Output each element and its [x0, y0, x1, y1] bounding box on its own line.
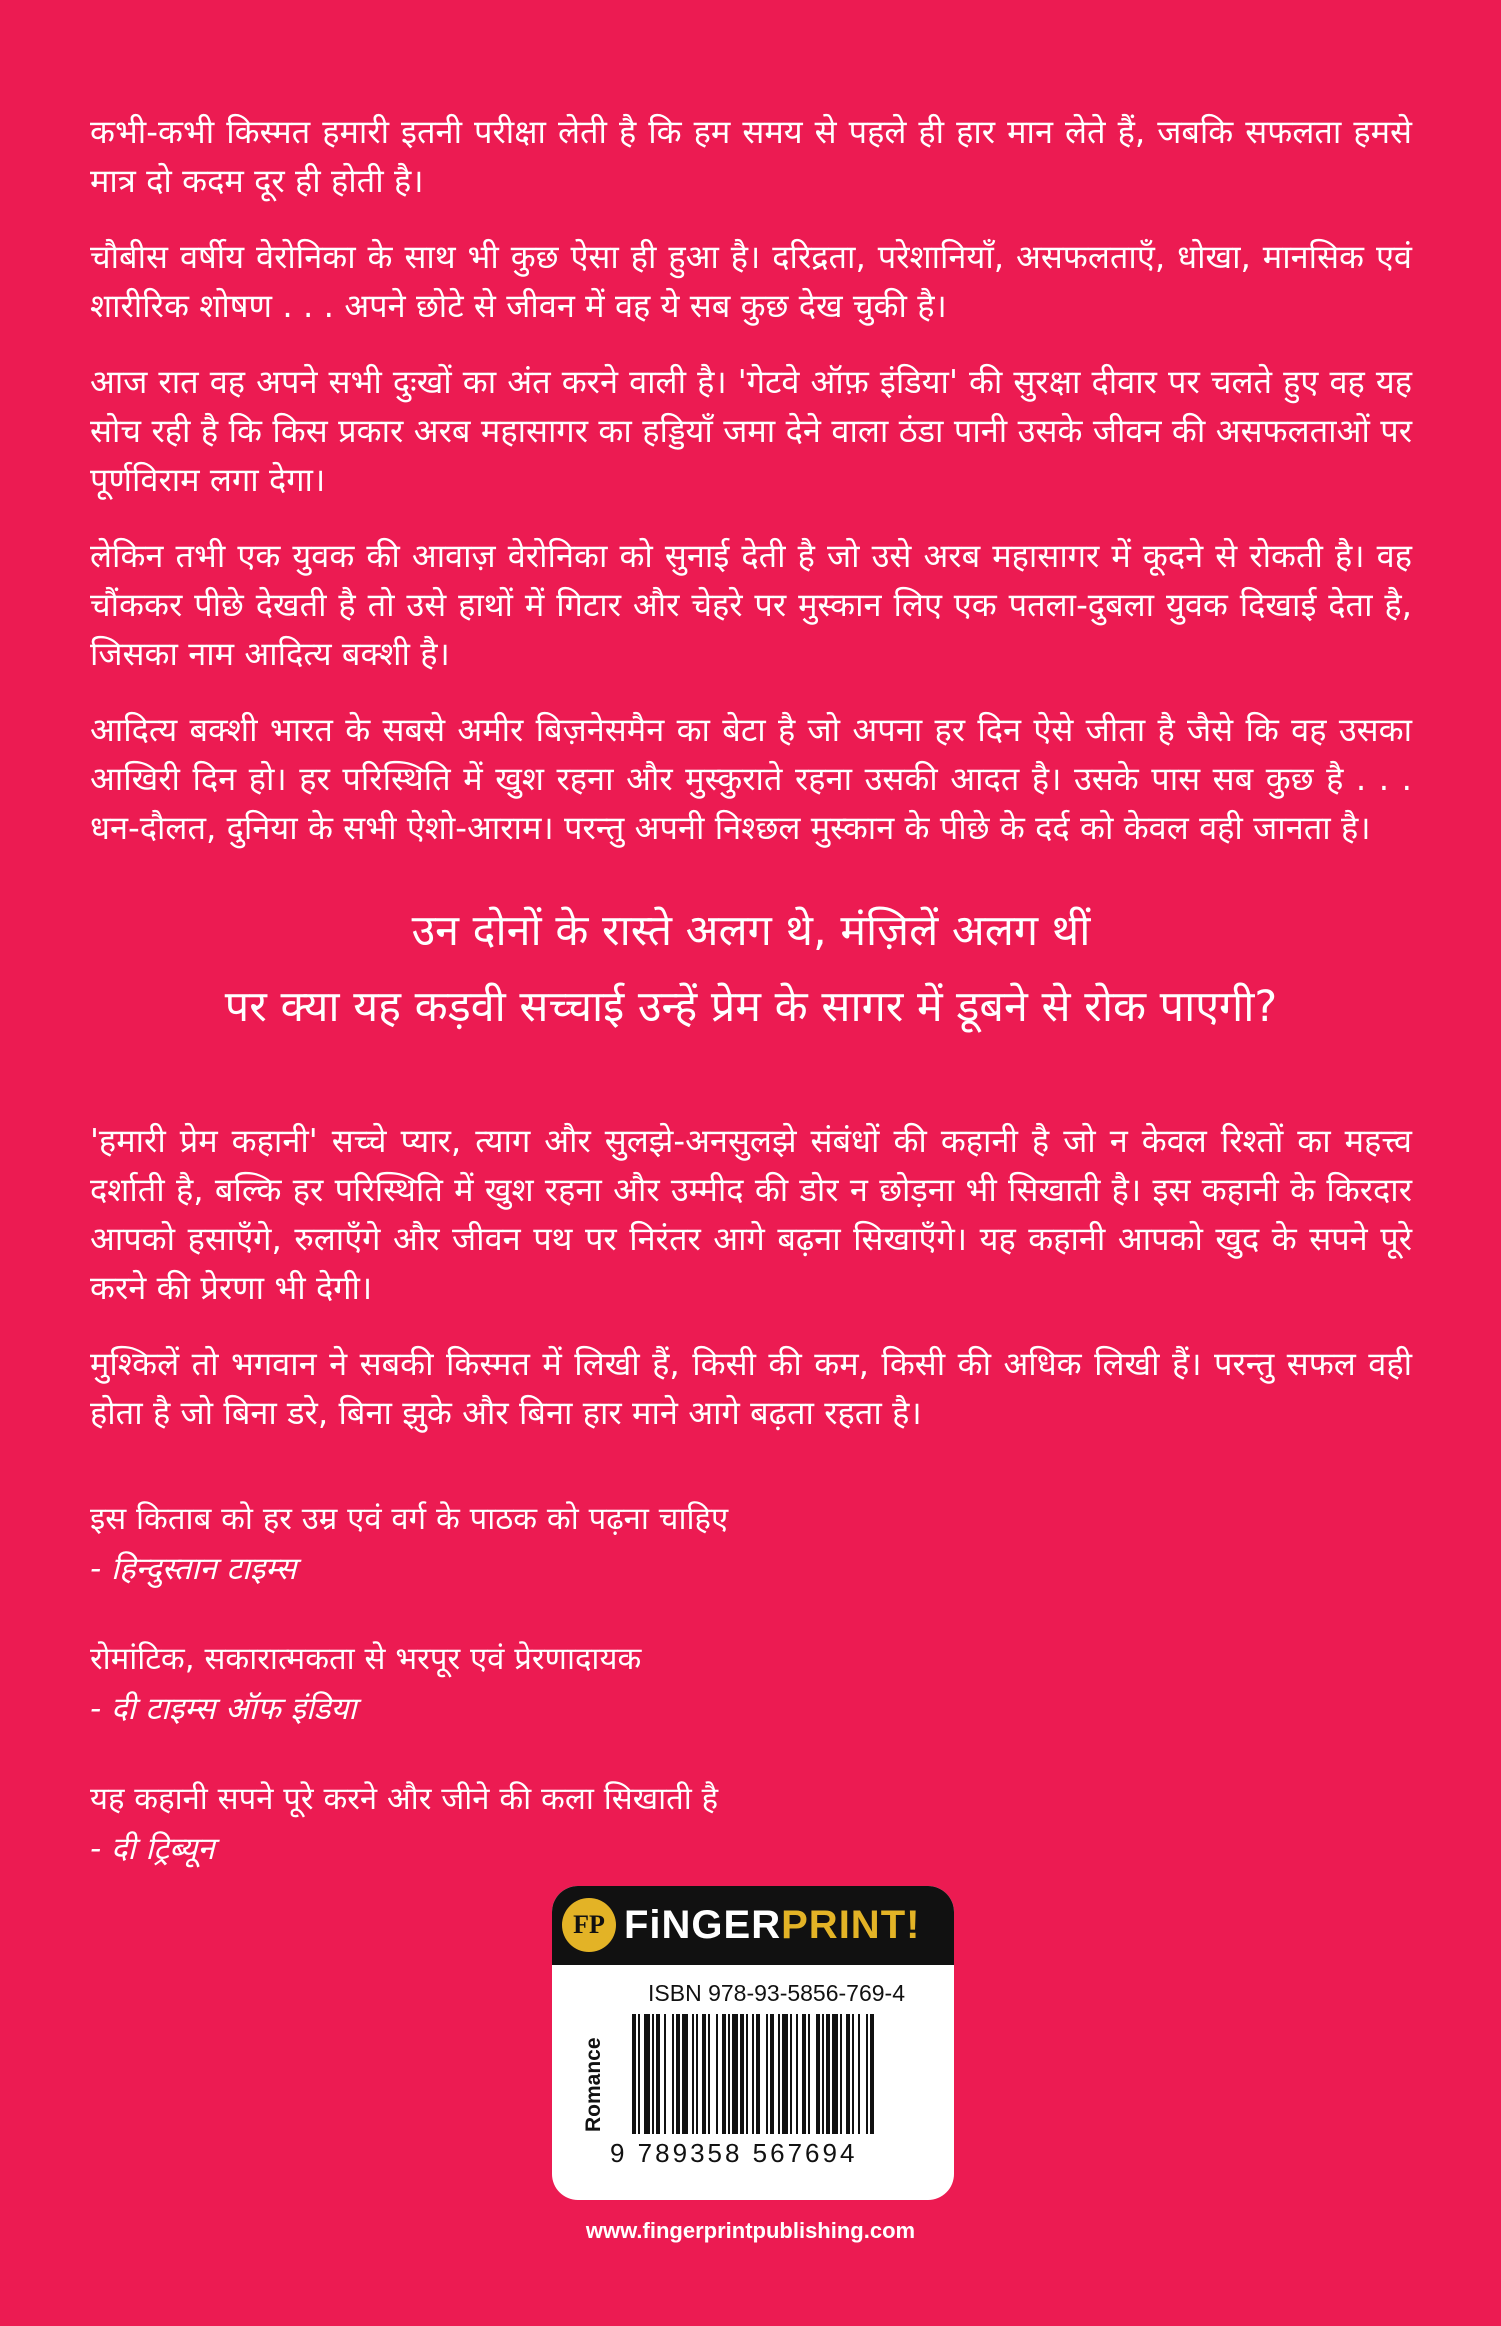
tagline-line-1: उन दोनों के रास्ते अलग थे, मंज़िलें अलग थीं — [411, 906, 1091, 956]
review-text: इस किताब को हर उम्र एवं वर्ग के पाठक को पढ़ना चाहिए — [90, 1501, 729, 1537]
blurb-paragraph-7: मुश्किलें तो भगवान ने सबकी किस्मत में लिखी हैं, किसी की कम, किसी की अधिक लिखी हैं। परन्तु सफल वही होता है जो बिना डरे, बिना झुके और बिना हार माने आगे बढ़ता रहता है। — [90, 1345, 1412, 1432]
review-quote-3 — [90, 1774, 1412, 1874]
publisher-brand-bar — [552, 1886, 954, 1965]
isbn-label: ISBN 978-93-5856-769-4 — [648, 1980, 905, 2006]
blurb-paragraph-3: आज रात वह अपने सभी दुःखों का अंत करने वाली है। 'गेटवे ऑफ़ इंडिया' की सुरक्षा दीवार पर चलते हुए वह यह सोच रही है कि किस प्रकार अरब महासागर का हड्डियाँ जमा देने वाला ठंडा पानी उसके जीवन की असफलताओं पर पूर्णविराम लगा देगा। — [90, 363, 1412, 499]
barcode-number: 9 789358 567694 — [610, 2138, 858, 2168]
publisher-name-part-2: PRINT! — [781, 1903, 921, 1947]
review-text: यह कहानी सपने पूरे करने और जीने की कला सिखाती है — [90, 1781, 719, 1817]
publisher-logo-icon: FP — [562, 1898, 616, 1952]
blurb-paragraph-4: लेकिन तभी एक युवक की आवाज़ वेरोनिका को सुनाई देती है जो उसे अरब महासागर में कूदने से रोकती है। वह चौंककर पीछे देखती है तो उसे हाथों में गिटार और चेहरे पर मुस्कान लिए एक पतला-दुबला युवक दिखाई देता है, जिसका नाम आदित्य बक्शी है। — [90, 537, 1412, 673]
review-source: - हिन्दुस्तान टाइम्स — [90, 1551, 297, 1587]
blurb-paragraph-2: चौबीस वर्षीय वेरोनिका के साथ भी कुछ ऐसा ही हुआ है। दरिद्रता, परेशानियाँ, असफलताएँ, धोखा, मानसिक एवं शारीरिक शोषण . . . अपने छोटे से जीवन में वह ये सब कुछ देख चुकी है। — [90, 238, 1412, 325]
review-quote-2 — [90, 1634, 1412, 1734]
genre-label: Romance — [582, 2037, 605, 2132]
review-text: रोमांटिक, सकारात्मकता से भरपूर एवं प्रेरणादायक — [90, 1641, 642, 1677]
publisher-website: www.fingerprintpublishing.com — [585, 2218, 916, 2243]
publisher-name-part-1: FiNGER — [624, 1903, 782, 1947]
tagline — [90, 893, 1412, 1045]
barcode-card — [552, 1886, 954, 2200]
back-cover-text — [90, 108, 1412, 1914]
tagline-line-2: पर क्या यह कड़वी सच्चाई उन्हें प्रेम के सागर में डूबने से रोक पाएगी? — [224, 982, 1278, 1032]
blurb-paragraph-5: आदित्य बक्शी भारत के सबसे अमीर बिज़नेसमैन का बेटा है जो अपना हर दिन ऐसे जीता है जैसे कि वह उसका आखिरी दिन हो। हर परिस्थिति में खुश रहना और मुस्कुराते रहना उसकी आदत है। उसके पास सब कुछ है . . . धन-दौलत, दुनिया के सभी ऐशो-आराम। परन्तु अपनी निश्छल मुस्कान के पीछे के दर्द को केवल वही जानता है। — [90, 711, 1412, 847]
barcode-icon — [630, 2014, 940, 2134]
blurb-paragraph-1: कभी-कभी किस्मत हमारी इतनी परीक्षा लेती है कि हम समय से पहले ही हार मान लेते हैं, जबकि सफलता हमसे मात्र दो कदम दूर ही होती है। — [90, 113, 1412, 200]
publisher-name — [624, 1902, 920, 1948]
blurb-paragraph-6: 'हमारी प्रेम कहानी' सच्चे प्यार, त्याग और सुलझे-अनसुलझे संबंधों की कहानी है जो न केवल रिश्तों का महत्त्व दर्शाती है, बल्कि हर परिस्थिति में खुश रहना और उम्मीद की डोर न छोड़ना भी सिखाती है। इस कहानी के किरदार आपको हसाएँगे, रुलाएँगे और जीवन पथ पर निरंतर आगे बढ़ना सिखाएँगे। यह कहानी आपको खुद के सपने पूरे करने की प्रेरणा भी देगी। — [90, 1122, 1412, 1307]
review-source: - दी ट्रिब्यून — [90, 1831, 215, 1867]
review-quote-1 — [90, 1494, 1412, 1594]
review-source: - दी टाइम्स ऑफ इंडिया — [90, 1691, 357, 1727]
